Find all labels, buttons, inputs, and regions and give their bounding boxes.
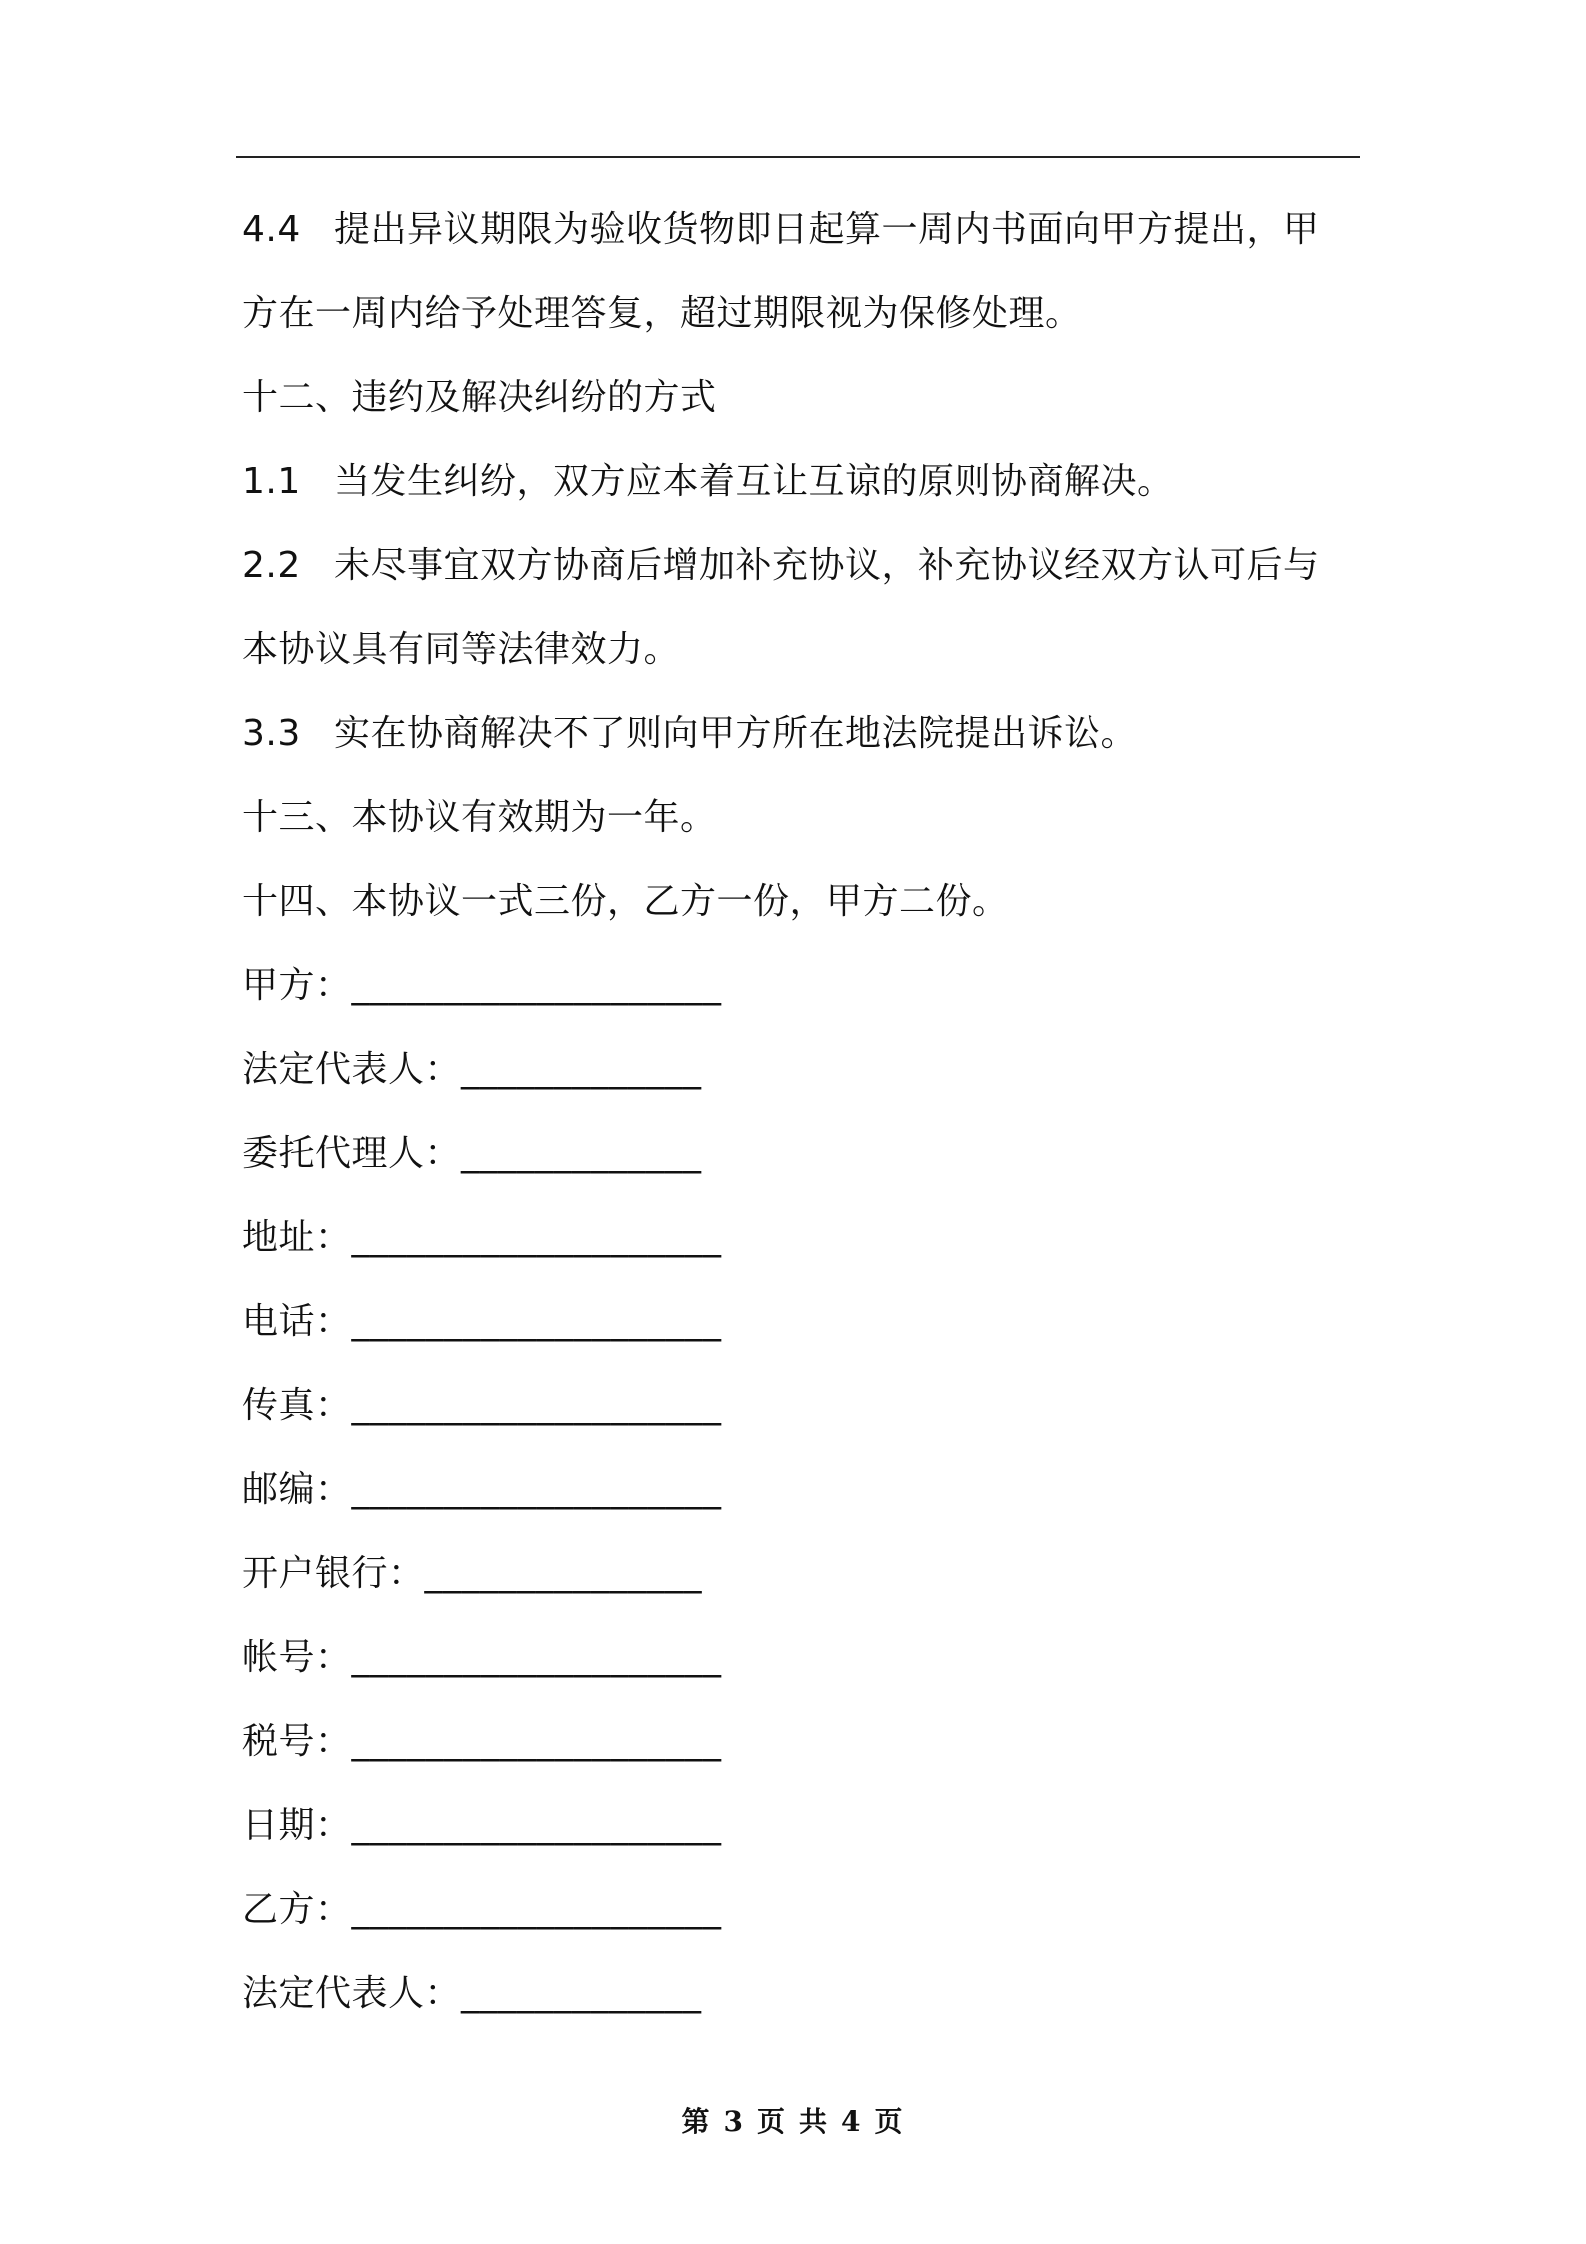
signature-field	[242, 1784, 1360, 1868]
clause-number: 4.4	[242, 209, 301, 250]
total-pages-number: 4	[841, 2105, 863, 2138]
signature-field-text: 邮编：____________________	[242, 1469, 722, 1510]
footer-label: 第	[681, 2105, 712, 2138]
signature-field-text: 日期：____________________	[242, 1805, 722, 1846]
signature-field	[242, 1196, 1360, 1280]
signature-field-text: 传真：____________________	[242, 1385, 722, 1426]
section-heading	[242, 860, 1360, 944]
page-footer	[0, 2100, 1586, 2140]
section-heading	[242, 776, 1360, 860]
signature-field-text: 委托代理人：_____________	[242, 1133, 702, 1174]
clause-text: 未尽事宜双方协商后增加补充协议，补充协议经双方认可后与	[334, 545, 1320, 586]
signature-field	[242, 1868, 1360, 1952]
clause-line	[242, 440, 1360, 524]
signature-field-text: 帐号：____________________	[242, 1637, 722, 1678]
signature-field	[242, 1532, 1360, 1616]
signature-field-text: 开户银行：_______________	[242, 1553, 703, 1594]
clause-line	[242, 188, 1360, 272]
clause-text: 当发生纠纷，双方应本着互让互谅的原则协商解决。	[334, 461, 1174, 502]
signature-field	[242, 1952, 1360, 2036]
signature-field	[242, 1028, 1360, 1112]
signature-field-text: 乙方：____________________	[242, 1889, 722, 1930]
document-body	[242, 188, 1360, 2036]
signature-field	[242, 1448, 1360, 1532]
footer-label: 页	[874, 2105, 905, 2138]
clause-line	[242, 692, 1360, 776]
signature-field-text: 税号：____________________	[242, 1721, 722, 1762]
signature-field-text: 地址：____________________	[242, 1217, 722, 1258]
clause-text: 提出异议期限为验收货物即日起算一周内书面向甲方提出，甲	[334, 209, 1320, 250]
clause-line	[242, 272, 1360, 356]
signature-field	[242, 1700, 1360, 1784]
signature-field	[242, 944, 1360, 1028]
clause-text: 实在协商解决不了则向甲方所在地法院提出诉讼。	[334, 713, 1138, 754]
clause-line	[242, 608, 1360, 692]
signature-field-text: 法定代表人：_____________	[242, 1973, 702, 2014]
clause-number: 3.3	[242, 713, 301, 754]
section-heading-text: 十三、本协议有效期为一年。	[242, 797, 717, 838]
section-heading	[242, 356, 1360, 440]
signature-field	[242, 1280, 1360, 1364]
clause-text: 本协议具有同等法律效力。	[242, 629, 681, 670]
section-heading-text: 十二、违约及解决纠纷的方式	[242, 377, 717, 418]
section-heading-text: 十四、本协议一式三份，乙方一份，甲方二份。	[242, 881, 1009, 922]
header-rule	[236, 156, 1360, 158]
footer-label: 共	[799, 2105, 830, 2138]
signature-field	[242, 1616, 1360, 1700]
clause-line	[242, 524, 1360, 608]
footer-label: 页	[756, 2105, 787, 2138]
signature-field	[242, 1364, 1360, 1448]
signature-field-text: 甲方：____________________	[242, 965, 722, 1006]
clause-number: 1.1	[242, 461, 301, 502]
current-page-number: 3	[723, 2105, 745, 2138]
signature-field-text: 电话：____________________	[242, 1301, 722, 1342]
clause-text: 方在一周内给予处理答复，超过期限视为保修处理。	[242, 293, 1082, 334]
signature-field-text: 法定代表人：_____________	[242, 1049, 702, 1090]
signature-field	[242, 1112, 1360, 1196]
clause-number: 2.2	[242, 545, 301, 586]
